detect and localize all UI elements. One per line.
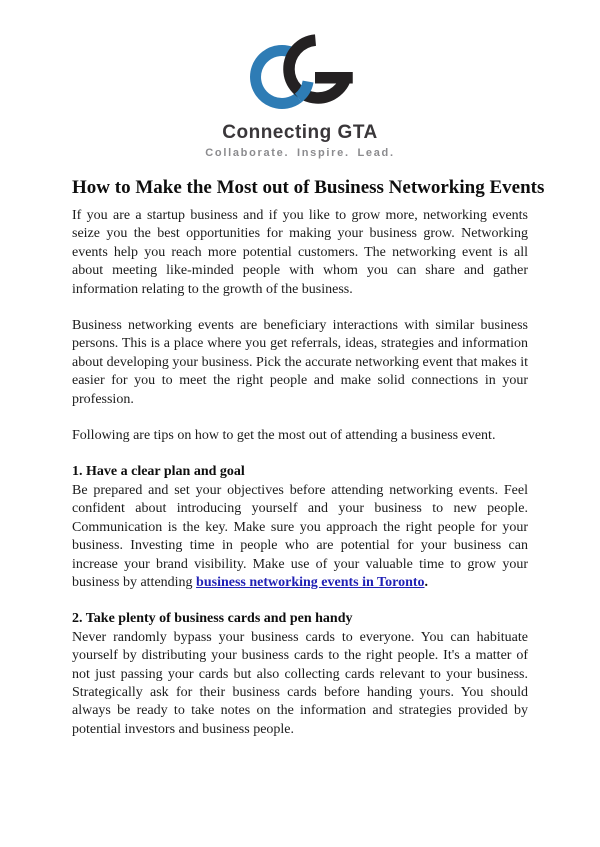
brand-tagline: Collaborate. Inspire. Lead. bbox=[205, 147, 395, 159]
intro-paragraph-3: Following are tips on how to get the most out of attending a business event. bbox=[72, 428, 496, 444]
intro-paragraph-1: If you are a startup business and if you like to grow more, networking events seize you the best opportunities for making your business grow. Networking events help you reach more potential customers. The networking event is all about meeting like-minded people with whom you can share and gather information relating to the growth of the business. bbox=[72, 208, 528, 297]
article bbox=[0, 176, 600, 739]
logo-g-bar bbox=[315, 72, 353, 84]
section-2-heading: 2. Take plenty of business cards and pen handy bbox=[72, 611, 353, 627]
section-1-body bbox=[72, 482, 528, 592]
section-1-text-after: . bbox=[424, 574, 429, 590]
section-1-text: Be prepared and set your objectives before attending networking events. Feel confident about introducing yourself and your business to new people. Communication is the key. Make sure you approach the right people for your business. Investing time in people who are potential for your business can increase your brand visibility. Make use of your valuable time to grow your business by attending bbox=[72, 482, 528, 590]
brand-name: Connecting GTA bbox=[222, 122, 378, 143]
intro-paragraph-2: Business networking events are beneficiary interactions with similar business persons. This is a place where you get referrals, ideas, strategies and information about developing your business. Pick the accurate networking event that makes it easier for you to meet the right people and make solid connections in your profession. bbox=[72, 318, 528, 407]
logo bbox=[0, 0, 600, 159]
logo-g-shape bbox=[289, 40, 347, 98]
cg-logo-icon bbox=[245, 33, 355, 113]
section-2-body: Never randomly bypass your business cards to everyone. You can habituate yourself by distributing your business cards to the right people. It's a matter of not just passing your cards but also collecting cards relevant to your business. Strategically ask for their business cards before handing yours. You should always be ready to take notes on the information and strategies provided by potential investors and business people. bbox=[72, 629, 528, 737]
toronto-events-link[interactable]: business networking events in Toronto bbox=[196, 574, 425, 590]
article-title: How to Make the Most out of Business Networking Events bbox=[72, 177, 545, 198]
section-1-heading: 1. Have a clear plan and goal bbox=[72, 464, 245, 480]
